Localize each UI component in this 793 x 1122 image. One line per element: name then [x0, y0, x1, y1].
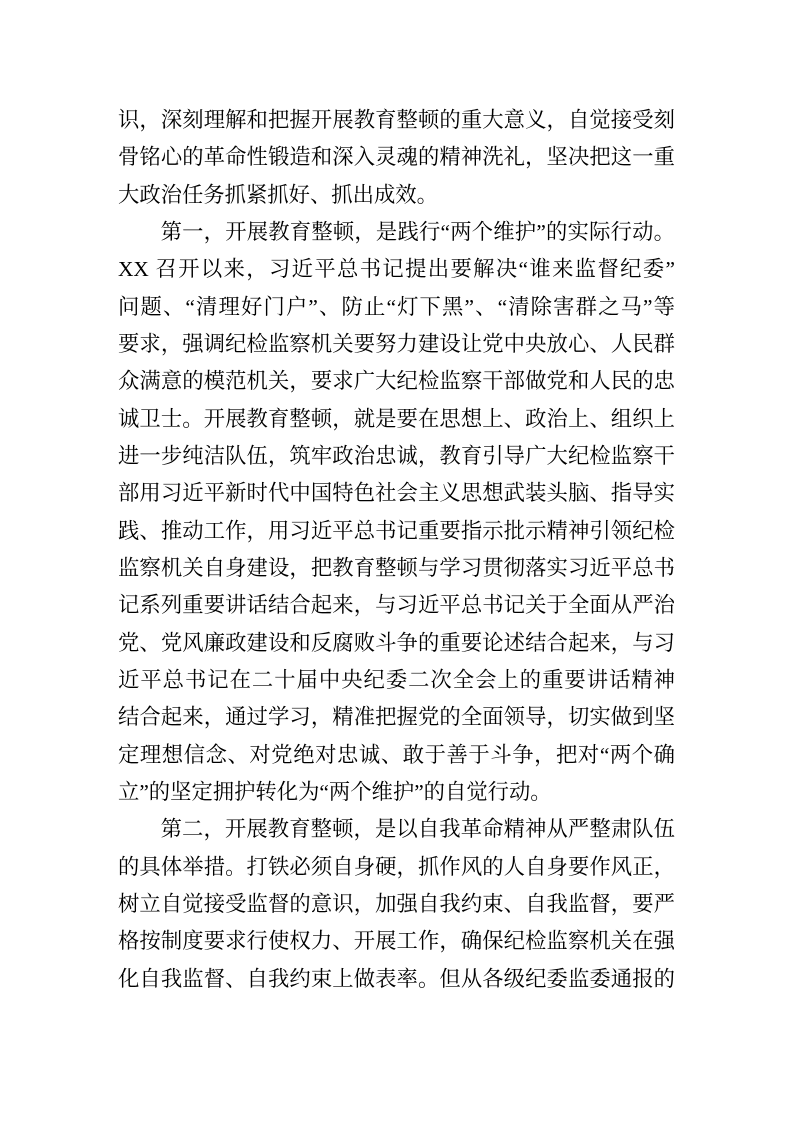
- text-line: 立”的坚定拥护转化为“两个维护”的自觉行动。: [118, 779, 552, 804]
- text-line: 第一，开展教育整顿，是践行“两个维护”的实际行动。: [160, 219, 675, 244]
- text-line: 结合起来，通过学习，精准把握党的全面领导，切实做到坚: [118, 705, 675, 730]
- text-line: 问题、“清理好门户”、防止“灯下黑”、“清除害群之马”等: [118, 294, 675, 319]
- paragraph-second-point: [118, 811, 675, 998]
- text-line: 众满意的模范机关，要求广大纪检监察干部做党和人民的忠: [118, 369, 675, 394]
- text-line: 格按制度要求行使权力、开展工作，确保纪检监察机关在强: [118, 929, 675, 954]
- text-line: 党、党风廉政建设和反腐败斗争的重要论述结合起来，与习: [118, 630, 675, 655]
- text-line: 树立自觉接受监督的意识，加强自我约束、自我监督，要严: [118, 891, 675, 916]
- text-line: 识，深刻理解和把握开展教育整顿的重大意义，自觉接受刻: [118, 108, 675, 132]
- text-line: 的具体举措。打铁必须自身硬，抓作风的人自身要作风正，: [118, 854, 675, 879]
- document-body: [118, 102, 675, 998]
- text-line: 大政治任务抓紧抓好、抓出成效。: [118, 182, 438, 207]
- text-line: 践、推动工作，用习近平总书记重要指示批示精神引领纪检: [118, 518, 675, 543]
- text-line: 记系列重要讲话结合起来，与习近平总书记关于全面从严治: [118, 593, 675, 618]
- text-line: 骨铭心的革命性锻造和深入灵魂的精神洗礼，坚决把这一重: [118, 145, 675, 170]
- text-line: 要求，强调纪检监察机关要努力建设让党中央放心、人民群: [118, 331, 675, 356]
- text-line: XX 召开以来，习近平总书记提出要解决“谁来监督纪委”: [118, 257, 675, 282]
- text-line: 化自我监督、自我约束上做表率。但从各级纪委监委通报的: [118, 966, 675, 991]
- text-line: 部用习近平新时代中国特色社会主义思想武装头脑、指导实: [118, 481, 675, 506]
- paragraph-continuation: [118, 102, 675, 214]
- text-line: 近平总书记在二十届中央纪委二次全会上的重要讲话精神: [118, 667, 675, 692]
- text-line: 定理想信念、对党绝对忠诚、敢于善于斗争，把对“两个确: [118, 742, 675, 767]
- paragraph-first-point: [118, 214, 675, 811]
- text-line: 进一步纯洁队伍，筑牢政治忠诚，教育引导广大纪检监察干: [118, 443, 675, 468]
- text-line: 诚卫士。开展教育整顿，就是要在思想上、政治上、组织上: [118, 406, 675, 431]
- text-line: 监察机关自身建设，把教育整顿与学习贯彻落实习近平总书: [118, 555, 675, 580]
- text-line: 第二，开展教育整顿，是以自我革命精神从严整肃队伍: [160, 817, 675, 842]
